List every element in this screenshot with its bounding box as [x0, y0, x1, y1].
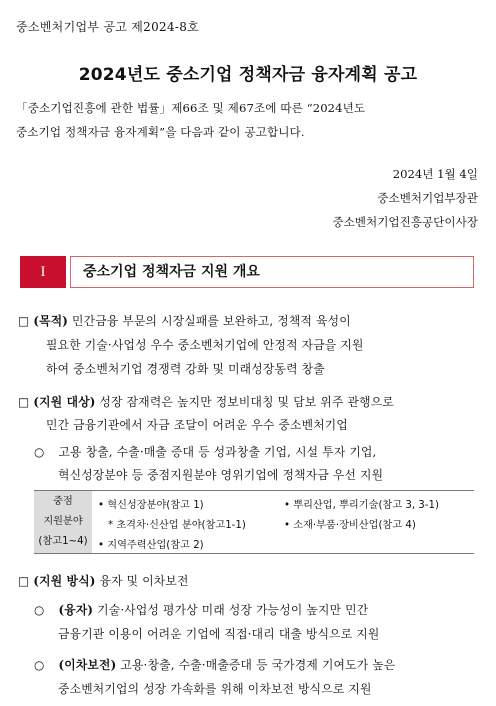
- purpose-line-3: 하여 중소벤처기업 경쟁력 강화 및 미래성장동력 창출: [46, 362, 325, 376]
- focus-header-line-2: 지원분야: [43, 516, 83, 527]
- subsidy-line-1: [34, 656, 395, 673]
- target-text-1: 성장 잠재력은 높지만 정보비대칭 및 담보 위주 관행으로: [95, 395, 394, 409]
- focus-areas-table: [34, 490, 474, 554]
- announcement-date: 2024년 1월 4일: [392, 167, 478, 181]
- loan-line-2: 금융기관 이용이 어려운 기업에 직접·대리 대출 방식으로 지원: [58, 627, 380, 641]
- target-line-2: 민간 금융기관에서 자금 조달이 어려운 우수 중소벤처기업: [46, 418, 348, 432]
- issuer-agency-head: 중소벤처기업진흥공단이사장: [332, 215, 478, 229]
- circle-bullet-icon: ○: [34, 445, 45, 459]
- focus-item-materials: • 소재·부품·장비산업(참고 4): [284, 520, 416, 531]
- loan-label: (융자): [58, 603, 94, 617]
- target-label: (지원 대상): [33, 395, 96, 409]
- target-sub-text-1: 고용 창출, 수출·매출 증대 등 성과창출 기업, 시설 투자 기업,: [58, 445, 377, 459]
- loan-line-1: [34, 601, 368, 618]
- method-label: (지원 방식): [33, 574, 96, 588]
- section-title: 중소기업 정책자금 지원 개요: [70, 256, 474, 288]
- square-bullet-icon: □: [18, 314, 30, 328]
- page-title: 2024년도 중소기업 정책자금 융자계획 공고: [78, 65, 418, 85]
- square-bullet-icon: □: [18, 574, 30, 588]
- subsidy-line-2: 중소벤처기업의 성장 가속화를 위해 이차보전 방식으로 지원: [58, 682, 372, 696]
- subsidy-label: (이차보전): [58, 658, 117, 672]
- method-text-1: 융자 및 이차보전: [95, 574, 189, 588]
- focus-item-regional: • 지역주력산업(참고 2): [98, 540, 204, 551]
- purpose-text-1: 민간금융 부문의 시장실패를 보완하고, 정책적 육성이: [68, 314, 351, 328]
- purpose-label: (목적): [33, 314, 69, 328]
- method-line-1: [18, 572, 189, 589]
- notice-number: 중소벤처기업부 공고 제2024-8호: [16, 20, 200, 34]
- focus-item-root-industry: • 뿌리산업, 뿌리기술(참고 3, 3-1): [284, 500, 439, 511]
- focus-areas-header: [34, 491, 92, 553]
- purpose-line-1: [18, 312, 351, 329]
- section-number: I: [20, 256, 66, 288]
- focus-item-new-industry: * 초격차·신산업 분야(참고1-1): [108, 520, 246, 531]
- issuer-minister: 중소벤처기업부장관: [377, 191, 478, 205]
- target-line-1: [18, 393, 394, 410]
- intro-line-2: 중소기업 정책자금 융자계획”을 다음과 같이 공고합니다.: [16, 125, 305, 139]
- target-sub-line-2: 혁신성장분야 등 중점지원분야 영위기업에 정책자금 우선 지원: [58, 468, 384, 482]
- subsidy-text-1: 고용·창출, 수출·매출증대 등 국가경제 기여도가 높은: [116, 658, 396, 672]
- purpose-line-2: 필요한 기술·사업성 우수 중소벤처기업에 안정적 자금을 지원: [46, 338, 364, 352]
- intro-line-1: 「중소기업진흥에 관한 법률」제66조 및 제67조에 따른 “2024년도: [16, 101, 366, 115]
- focus-header-line-1: 중점: [53, 496, 73, 507]
- target-sub-line-1: [34, 443, 377, 460]
- focus-item-innovation: • 혁신성장분야(참고 1): [98, 500, 204, 511]
- circle-bullet-icon: ○: [34, 603, 45, 617]
- loan-text-1: 기술·사업성 평가상 미래 성장 가능성이 높지만 민간: [93, 603, 369, 617]
- focus-header-line-3: (참고1~4): [38, 536, 88, 547]
- circle-bullet-icon: ○: [34, 658, 45, 672]
- square-bullet-icon: □: [18, 395, 30, 409]
